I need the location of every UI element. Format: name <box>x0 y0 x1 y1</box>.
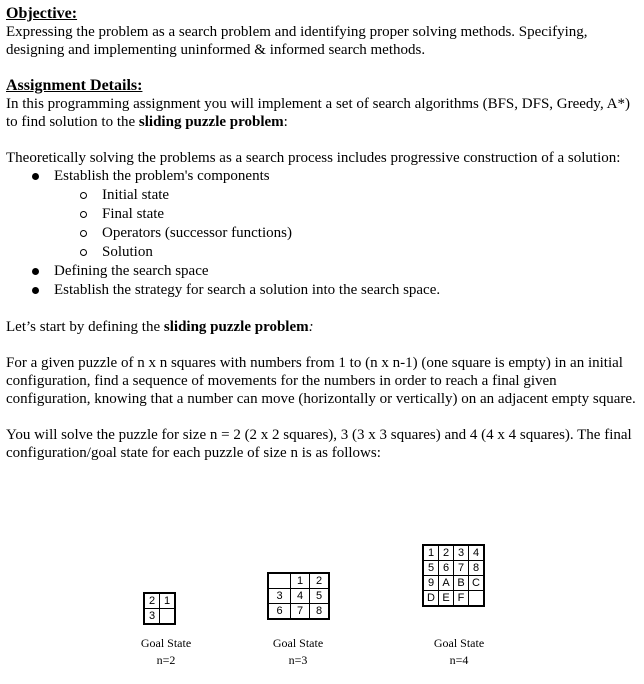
puzzle-cell: 7 <box>291 604 310 620</box>
start-text-end: : <box>308 319 314 335</box>
puzzle-cell: F <box>454 591 469 607</box>
sub-list-item <box>54 243 636 262</box>
puzzle-cell: 9 <box>423 576 439 591</box>
puzzle-cell: 7 <box>454 561 469 576</box>
sub-item-label: Solution <box>102 244 153 260</box>
sub-list-item <box>54 186 636 205</box>
puzzle-cell: 3 <box>144 609 160 625</box>
hollow-bullet-icon <box>80 230 87 237</box>
sub-list <box>54 186 636 262</box>
assignment-text <box>6 95 636 131</box>
puzzle-n2 <box>143 592 176 625</box>
puzzle-cell: 3 <box>454 545 469 561</box>
hollow-bullet-icon <box>80 249 87 256</box>
bullet-icon <box>32 268 39 275</box>
puzzle-grid-n4 <box>422 544 485 607</box>
puzzle-cell: 3 <box>268 589 291 604</box>
puzzle-cell: 1 <box>291 573 310 589</box>
puzzle-cell: 4 <box>469 545 485 561</box>
puzzle-cell <box>268 573 291 589</box>
assignment-text-end: : <box>283 114 288 130</box>
objective-heading: Objective: <box>6 5 78 22</box>
puzzle-n3 <box>267 572 330 620</box>
puzzle-cell: 6 <box>439 561 454 576</box>
list-item-label: Establish the strategy for search a solution into the search space. <box>54 282 441 298</box>
document <box>6 5 636 462</box>
start-bold-term: sliding puzzle problem <box>163 319 309 335</box>
assignment-bold-term: sliding puzzle problem <box>138 114 284 130</box>
puzzle-grid-n2 <box>143 592 176 625</box>
puzzle-cell: 8 <box>310 604 330 620</box>
puzzle-cell: 6 <box>268 604 291 620</box>
puzzle-caption-n3: Goal State <box>272 636 324 650</box>
puzzle-grid-n3 <box>267 572 330 620</box>
bullet-icon <box>32 173 39 180</box>
puzzle-cell: A <box>439 576 454 591</box>
start-text-part: Let’s start by defining the <box>6 319 164 335</box>
puzzle-caption-n4: Goal State <box>433 636 485 650</box>
puzzle-n4 <box>422 544 485 607</box>
puzzle-cell <box>469 591 485 607</box>
list-item <box>6 167 636 262</box>
sub-item-label: Final state <box>102 206 165 222</box>
hollow-bullet-icon <box>80 192 87 199</box>
list-item-label: Establish the problem's components <box>54 168 270 184</box>
puzzle-cell: 2 <box>144 593 160 609</box>
sub-item-label: Initial state <box>102 187 170 203</box>
puzzle-cell: 2 <box>310 573 330 589</box>
puzzle-cell: 8 <box>469 561 485 576</box>
puzzle-cell: 5 <box>423 561 439 576</box>
puzzle-cell: C <box>469 576 485 591</box>
sub-list-item <box>54 205 636 224</box>
theory-intro: Theoretically solving the problems as a search process includes progressive construction of a solution: <box>6 150 621 166</box>
puzzle-cell: 5 <box>310 589 330 604</box>
list-item <box>6 262 636 281</box>
bullet-icon <box>32 287 39 294</box>
puzzle-cell: 2 <box>439 545 454 561</box>
puzzle-cell <box>160 609 176 625</box>
list-item <box>6 281 636 300</box>
sub-item-label: Operators (successor functions) <box>102 225 292 241</box>
puzzle-size-label-n4: n=4 <box>449 653 469 667</box>
puzzle-cell: 1 <box>423 545 439 561</box>
assignment-heading: Assignment Details: <box>6 77 143 94</box>
puzzle-size-label-n3: n=3 <box>288 653 308 667</box>
puzzle-size-label-n2: n=2 <box>156 653 176 667</box>
definition-text: For a given puzzle of n x n squares with numbers from 1 to (n x n-1) (one square is empty) in an initial configuration, find a sequence of movements for the numbers in order to reach a final given configuration, knowing that a number can move (horizontally or vertically) on an adjacent empty square. <box>6 355 636 407</box>
objective-text: Expressing the problem as a search problem and identifying proper solving methods. Specifying, designing and implementing uninformed & informed search methods. <box>6 24 588 58</box>
sizes-text: You will solve the puzzle for size n = 2 (2 x 2 squares), 3 (3 x 3 squares) and 4 (4 x 4 squares). The final configuration/goal state for each puzzle of size n is as follows: <box>6 427 632 461</box>
list-item-label: Defining the search space <box>54 263 209 279</box>
puzzle-cell: D <box>423 591 439 607</box>
start-text <box>6 318 636 336</box>
theory-list <box>6 167 636 300</box>
sub-list-item <box>54 224 636 243</box>
hollow-bullet-icon <box>80 211 87 218</box>
assignment-text-part: In this programming assignment you will implement a set of search algorithms (BFS, DFS, Greedy, A*) to find solution to the <box>6 96 630 130</box>
puzzle-cell: B <box>454 576 469 591</box>
puzzle-cell: E <box>439 591 454 607</box>
puzzle-caption-n2: Goal State <box>140 636 192 650</box>
puzzle-cell: 4 <box>291 589 310 604</box>
puzzle-cell: 1 <box>160 593 176 609</box>
